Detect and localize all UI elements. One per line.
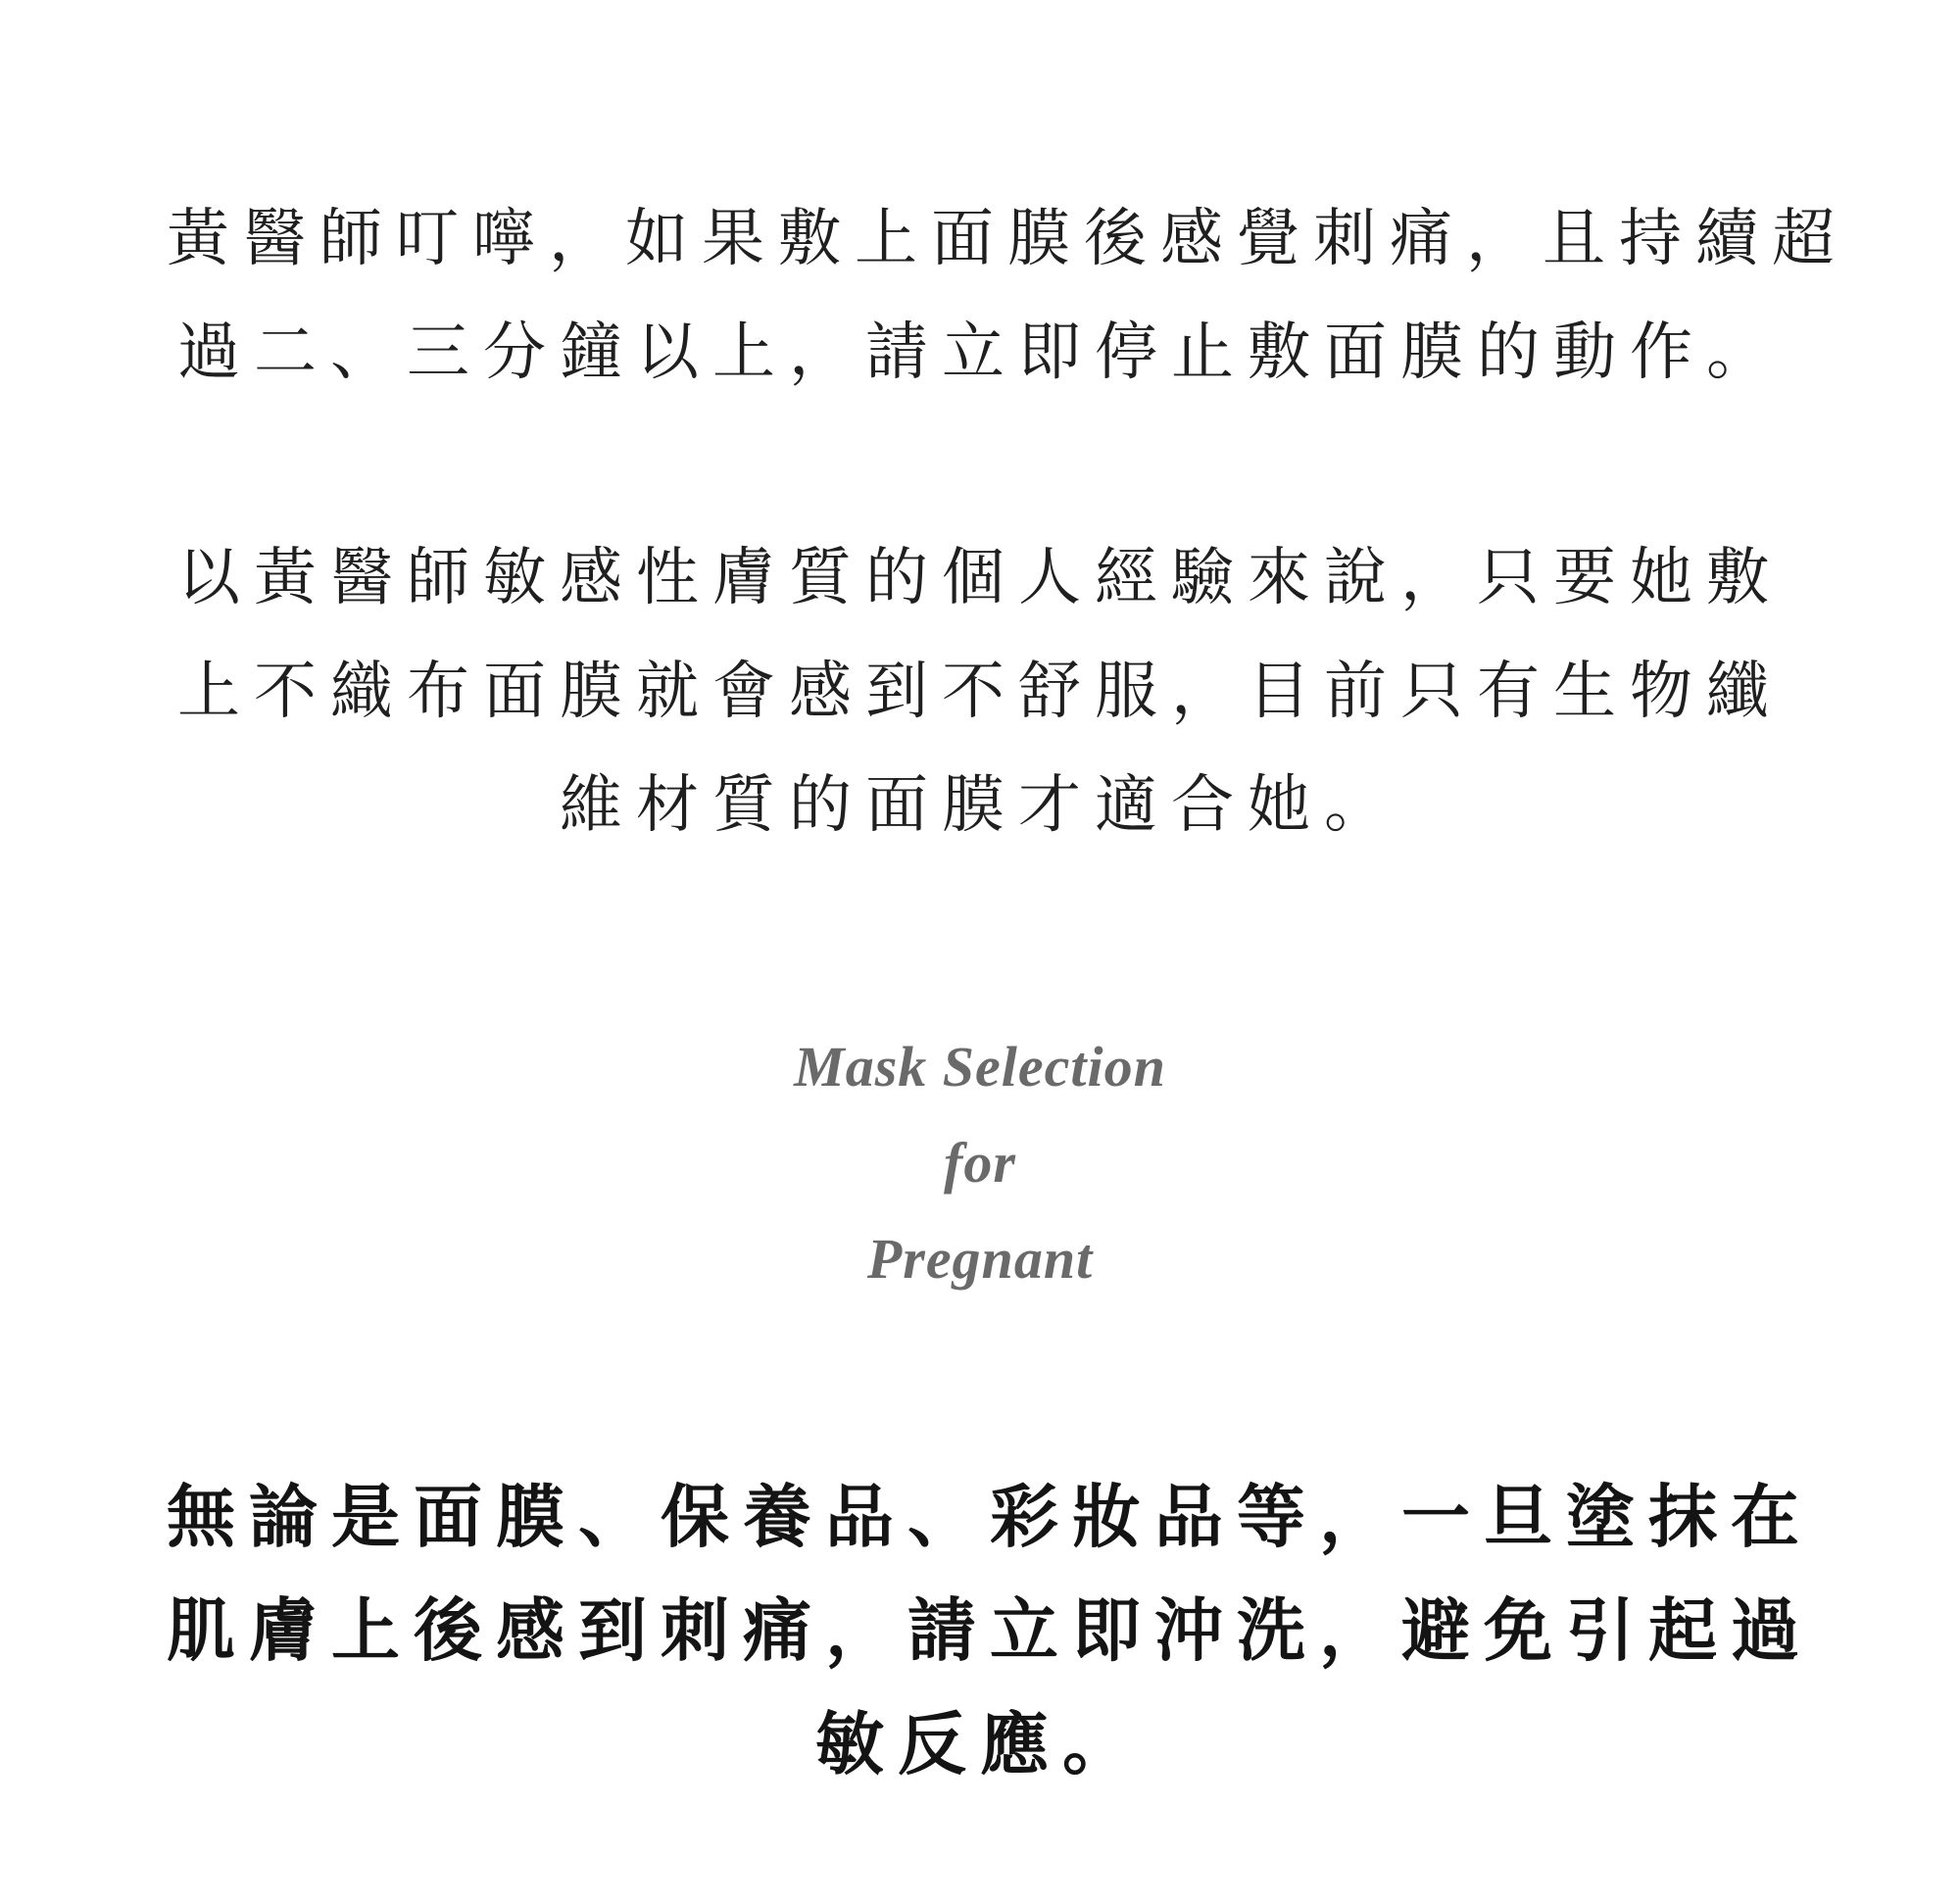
paragraph-personal-experience [167,521,1793,862]
paragraph-line: 以黃醫師敏感性膚質的個人經驗來說，只要她敷 [177,542,1783,614]
section-heading [0,1019,1960,1307]
section-heading-line: Mask Selection [794,1035,1166,1098]
paragraph-doctor-advice [167,182,1848,410]
paragraph-line: 敏反應。 [815,1703,1145,1784]
paragraph-line: 維材質的面膜才適合她。 [560,769,1400,842]
paragraph-line: 無論是面膜、保養品、彩妝品等，一旦塗抹在 [167,1476,1813,1557]
paragraph-line: 肌膚上後感到刺痛，請立即沖洗，避免引起過 [167,1589,1813,1671]
paragraph-line: 過二、三分鐘以上，請立即停止敷面膜的動作。 [177,317,1783,389]
section-heading-line: for [944,1131,1016,1195]
paragraph-line: 上不織布面膜就會感到不舒服，目前只有生物纖 [177,656,1783,728]
section-heading-line: Pregnant [866,1227,1094,1291]
paragraph-warning [167,1460,1813,1801]
paragraph-line: 黃醫師叮嚀，如果敷上面膜後感覺刺痛，且持續超 [167,203,1848,275]
